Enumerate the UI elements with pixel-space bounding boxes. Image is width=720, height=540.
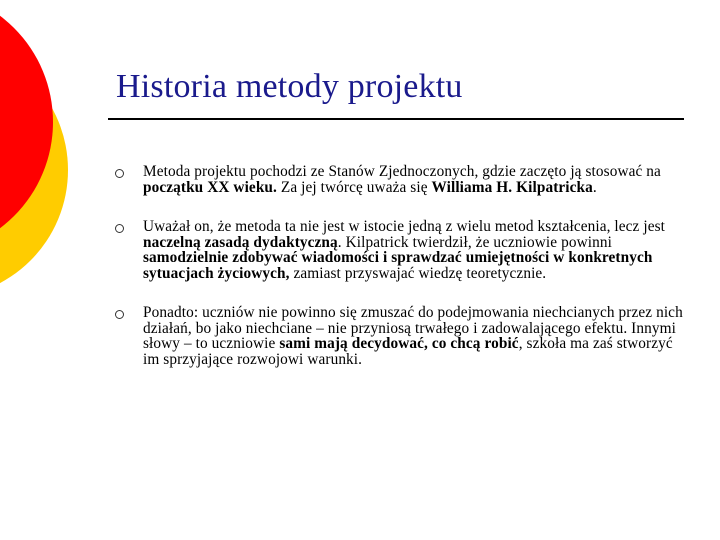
text-segment: Za jej twórcę uważa się [276, 178, 432, 196]
bold-segment: Williama H. Kilpatricka [431, 178, 593, 196]
text-segment: . Kilpatrick twierdził, że uczniowie powinni [337, 233, 612, 251]
circle-outline-icon [115, 310, 124, 319]
bold-segment: naczelną zasadą dydaktyczną [143, 233, 338, 251]
bullet-text [143, 305, 684, 367]
title-underline [108, 118, 684, 120]
circle-outline-icon [115, 169, 124, 178]
slide-title: Historia metody projektu [116, 68, 463, 105]
text-segment: Metoda projektu pochodzi ze Stanów Zjednoczonych, gdzie zaczęto ją stosować na [143, 163, 661, 180]
bold-segment: sami mają decydować, co chcą robić [279, 335, 519, 352]
bold-segment: samodzielnie zdobywać wiadomości i sprawdzać umiejętności w konkretnych sytuacjach życiowych, [143, 249, 653, 282]
bullet-text [143, 164, 684, 195]
text-segment: , szkoła ma zaś stworzyć im sprzyjające rozwojowi warunki. [143, 335, 673, 368]
bullet-item [114, 164, 684, 195]
bullet-list [114, 164, 684, 391]
text-segment: Ponadto: uczniów nie powinno się zmuszać do podejmowania niechcianych przez nich działań, bo jako niechciane – nie przyniosą trwałego i zadowalającego efektu. Innymi słowy – to uczniowie [143, 304, 683, 352]
bullet-item [114, 305, 684, 367]
text-segment: . [592, 178, 597, 196]
bullet-text [143, 219, 684, 281]
circle-outline-icon [115, 224, 124, 233]
text-segment: zamiast przyswajać wiedzę teoretycznie. [289, 264, 547, 282]
text-segment: Uważał on, że metoda ta nie jest w istocie jedną z wielu metod kształcenia, lecz jest [143, 218, 666, 235]
bullet-item [114, 219, 684, 281]
bold-segment: początku XX wieku. [143, 178, 277, 196]
